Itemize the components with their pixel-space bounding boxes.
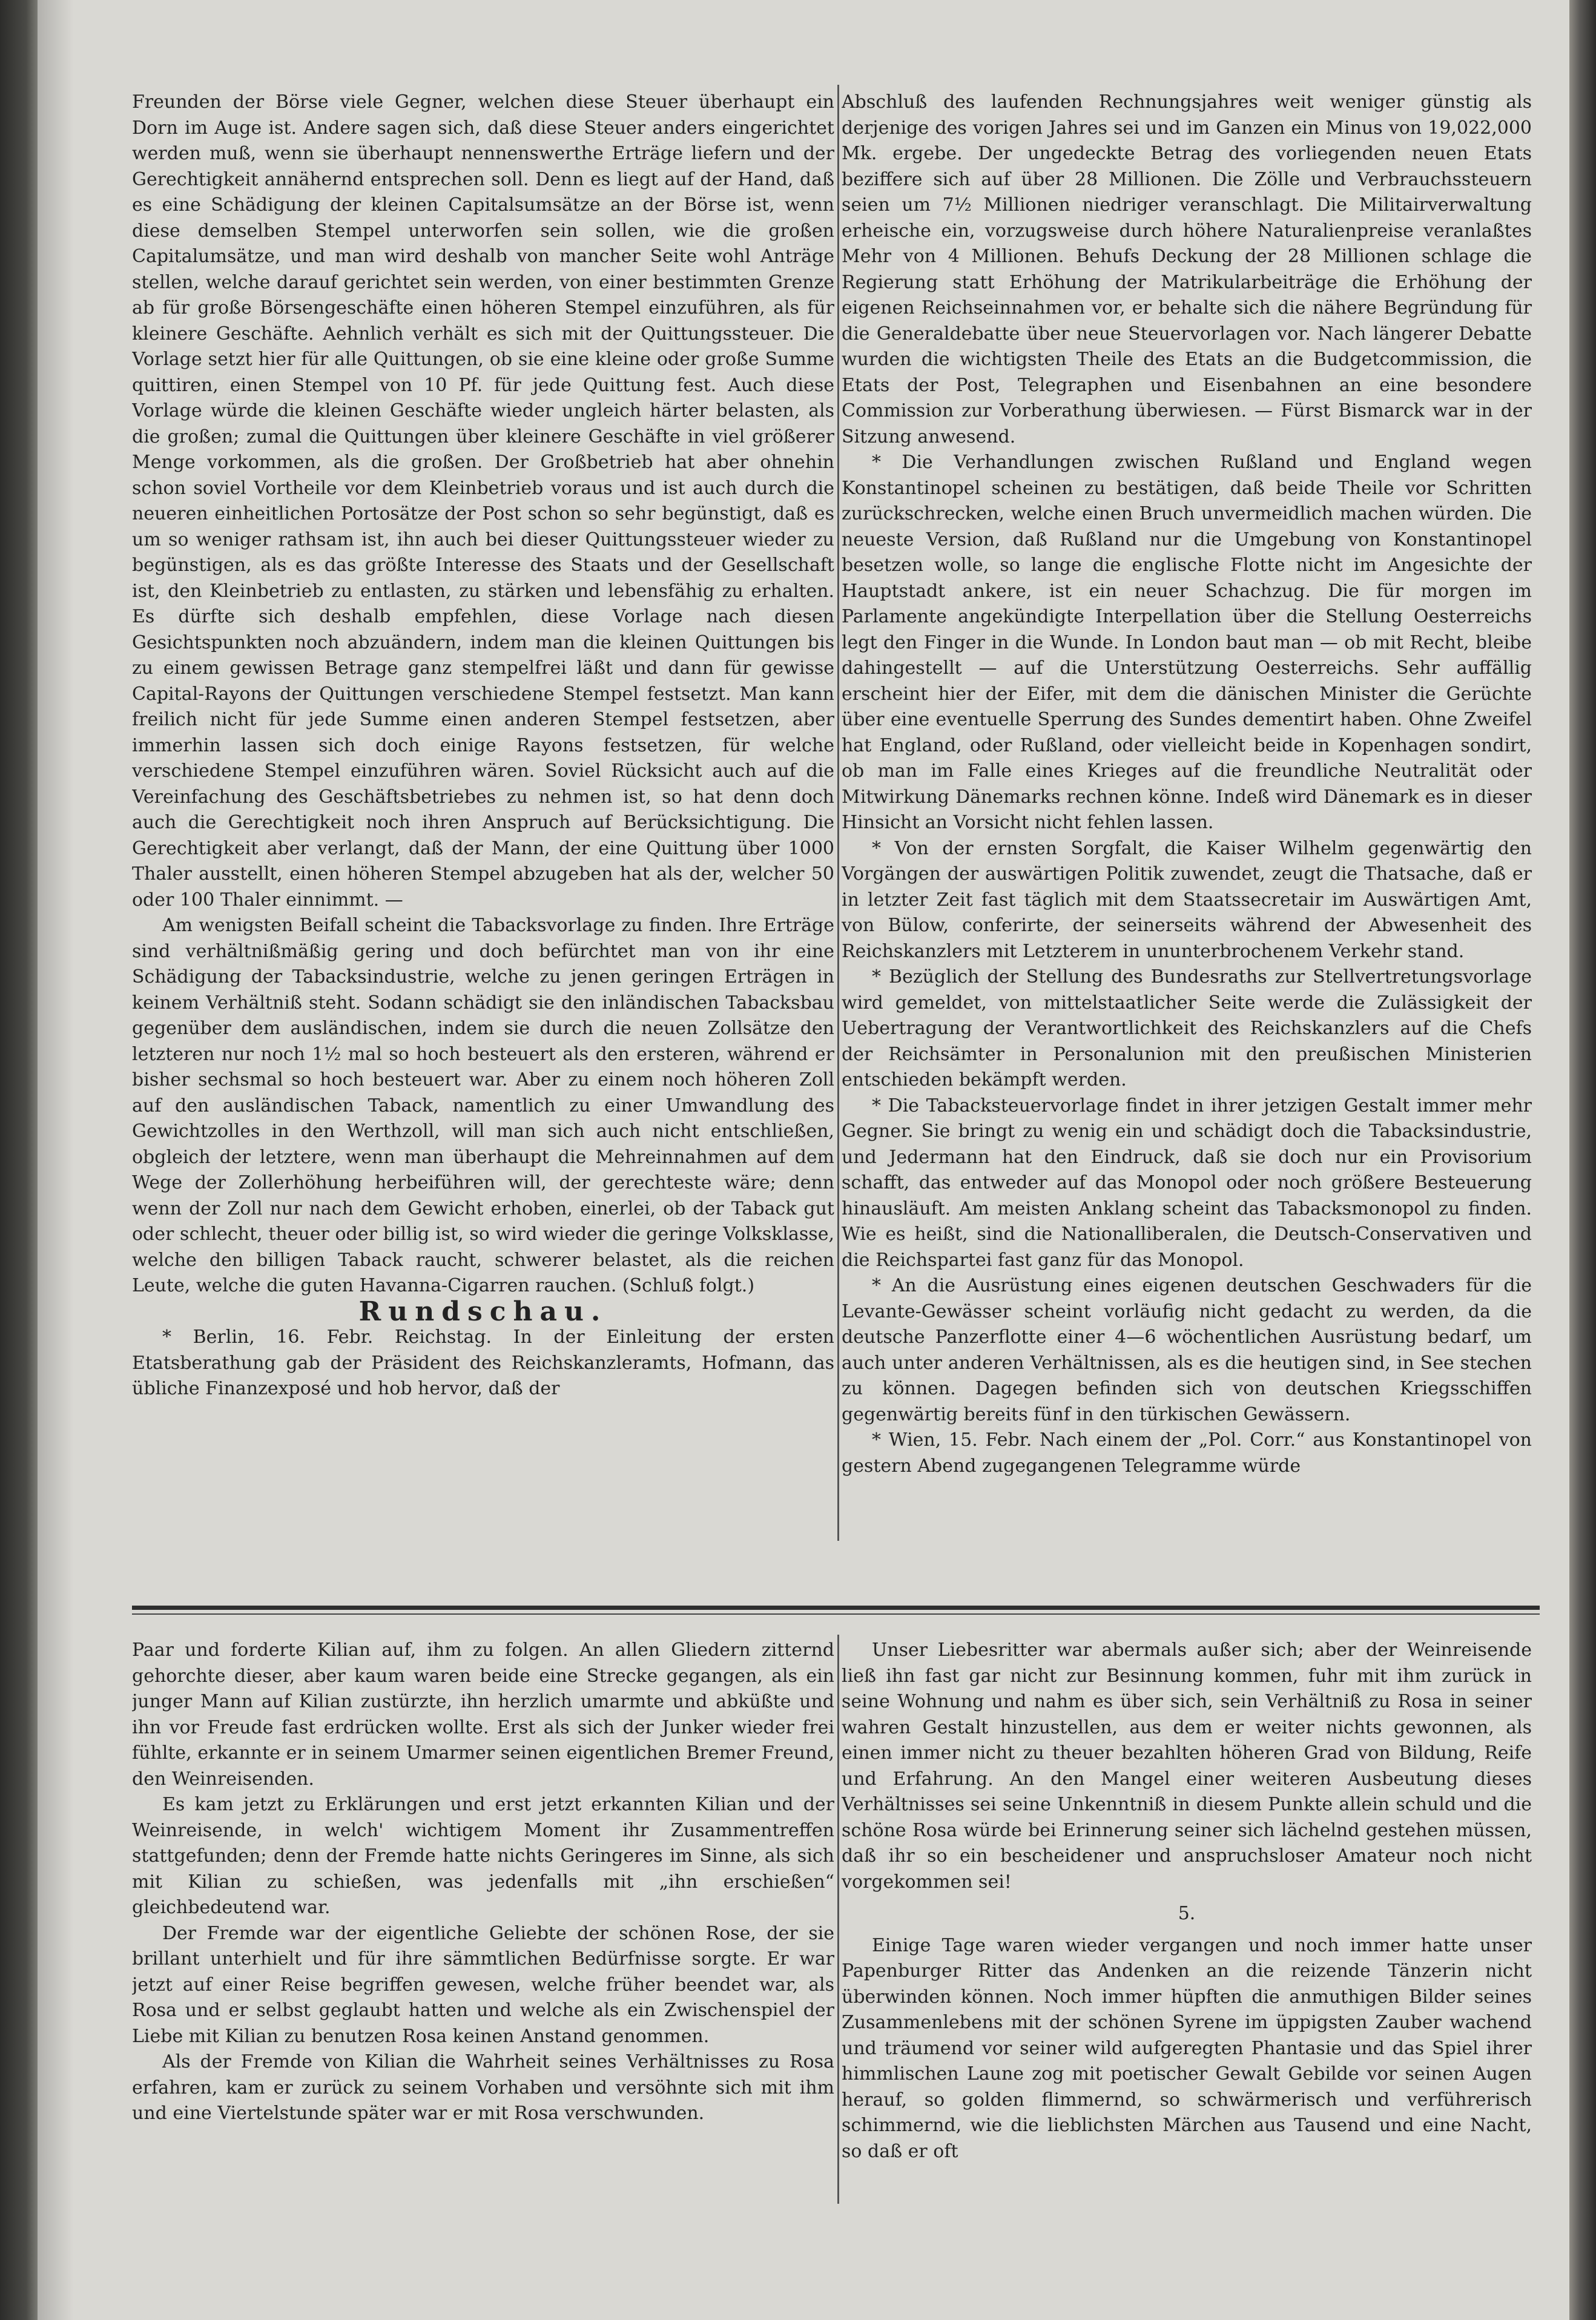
article-paragraph: Freunden der Börse viele Gegner, welchen diese Steuer überhaupt ein Dorn im Auge ist. Andere sagen sich, daß diese Steuer anders eingerichtet werden muß, wenn sie überhaupt nennenswerthe Erträge liefern und der Gerechtigkeit annähernd entsprechen soll. Denn es liegt auf der Hand, daß es eine Schädigung der kleinen Capitalsumsätze an der Börse ist, wenn diese demselben Stempel unterworfen sein sollen, wie die großen Capitalumsätze, und man wird deshalb von mancher Seite wohl Anträge stellen, welche darauf gerichtet sein werden, von einer bestimmten Grenze ab für große Börsengeschäfte einen höheren Stempel einzuführen, als für kleinere Geschäfte. Aehnlich verhält es sich mit der Quittungssteuer. Die Vorlage setzt hier für alle Quittungen, ob sie eine kleine oder große Summe quittiren, einen Stempel von 10 Pf. für jede Quittung fest. Auch diese Vorlage würde die kleinen Geschäfte wieder ungleich härter belasten, als die großen; zumal die Quittungen über kleinere Geschäfte in viel größerer Menge vorkommen, als die großen. Der Großbetrieb hat aber ohnehin schon soviel Vortheile vor dem Kleinbetrieb voraus und ist auch durch die neueren einheitlichen Portosätze der Post schon so sehr begünstigt, daß es um so weniger rathsam ist, ihn auch bei dieser Quittungssteuer wieder zu begünstigen, als es das größte Interesse des Staats und der Gesellschaft ist, den Kleinbetrieb zu entlasten, zu stärken und lebensfähig zu erhalten. Es dürfte sich deshalb empfehlen, diese Vorlage nach diesen Gesichtspunkten noch abzuändern, indem man die kleinen Quittungen bis zu einem gewissen Betrage ganz stempelfrei läßt und dann für gewisse Capital-Rayons der Quittungen verschiedene Stempel festsetzt. Man kann freilich nicht für jede Summe einen anderen Stempel festsetzen, aber immerhin lassen sich doch einige Rayons festsetzen, für welche verschiedene Stempel einzuführen wären. Soviel Rücksicht auch auf die Vereinfachung des Geschäftsbetriebes zu nehmen ist, so hat denn doch auch die Gerechtigkeit noch ihren Anspruch auf Berücksichtigung. Die Gerechtigkeit aber verlangt, daß der Mann, der eine Quittung über 1000 Thaler ausstellt, einen höheren Stempel abzugeben hat als der, welcher 50 oder 100 Thaler einnimmt. — [132, 91, 834, 911]
column-top-left [132, 90, 834, 1491]
story-paragraph: Der Fremde war der eigentliche Geliebte der schönen Rose, der sie brillant unterhielt und für ihre sämmtlichen Bedürfnisse sorgte. Er war jetzt auf einer Reise begriffen gewesen, welche früher beendet war, als Rosa und er selbst geglaubt hatten und welche als ein Zwischenspiel der Liebe mit Kilian zu benutzen Rosa keinen Anstand genommen. [132, 1922, 834, 2047]
story-paragraph: Als der Fremde von Kilian die Wahrheit seines Verhältnisses zu Rosa erfahren, kam er zurück zu seinem Vorhaben und versöhnte sich mit ihm und eine Viertelstunde später war er mit Rosa verschwunden. [132, 2051, 834, 2124]
news-item: * Die Verhandlungen zwischen Rußland und England wegen Konstantinopel scheinen zu bestätigen, daß beide Theile vor Schritten zurückschrecken, welche einen Bruch unvermeidlich machen würden. Die neueste Version, daß Rußland nur die Umgebung von Konstantinopel besetzen wolle, so lange die englische Flotte nicht im Angesichte der Hauptstadt ankere, ist ein neuer Schachzug. Die für morgen im Parlamente angekündigte Interpellation über die Stellung Oesterreichs legt den Finger in die Wunde. In London baut man — ob mit Recht, bleibe dahingestellt — auf die Unterstützung Oesterreichs. Sehr auffällig erscheint hier der Eifer, mit dem die dänischen Minister die Gerüchte über eine eventuelle Sperrung des Sundes dementirt haben. Ohne Zweifel hat England, oder Rußland, oder vielleicht beide in Kopenhagen sondirt, ob man im Falle eines Krieges auf die freundliche Neutralität oder Mitwirkung Dänemarks rechnen könne. Indeß wird Dänemark es in dieser Hinsicht an Vorsicht nicht fehlen lassen. [842, 452, 1532, 833]
column-divider [837, 85, 839, 1541]
article-paragraph: Am wenigsten Beifall scheint die Tabacksvorlage zu finden. Ihre Erträge sind verhältnißmäßig gering und doch befürchtet man von ihr eine Schädigung der Tabacksindustrie, welche zu jenen geringen Erträgen in keinem Verhältniß steht. Sodann schädigt sie den inländischen Tabacksbau gegenüber dem ausländischen, indem sie durch die neuen Zollsätze den letzteren nur noch 1½ mal so hoch besteuert als den ersteren, während er bisher sechsmal so hoch besteuert war. Aber zu einem noch höheren Zoll auf den ausländischen Taback, namentlich zu einer Umwandlung des Gewichtzolles in den Werthzoll, will man sich auch nicht entschließen, obgleich der letztere, wenn man überhaupt die Mehreinnahmen auf dem Wege der Zollerhöhung herbeiführen will, der gerechteste wäre; denn wenn der Zoll nur nach dem Gewicht erhoben, einerlei, ob der Taback gut oder schlecht, theuer oder billig ist, so wird wieder die geringe Volksklasse, welche den billigen Taback raucht, schwerer belastet, als die reichen Leute, welche die guten Havanna-Cigarren rauchen. (Schluß folgt.) [132, 915, 834, 1296]
chapter-number: 5. [1178, 1903, 1196, 1924]
book-edge-right [1569, 0, 1596, 2320]
section-heading: Rundschau. [358, 1296, 608, 1327]
column-bottom-right [842, 1638, 1532, 2310]
news-item: * Bezüglich der Stellung des Bundesraths zur Stellvertretungsvorlage wird gemeldet, von mittelstaatlicher Seite werde die Zulässigkeit der Uebertragung der Verantwortlichkeit des Reichskanzlers auf die Chefs der Reichsämter in Personalunion mit den preußischen Ministerien entschieden bekämpft werden. [842, 966, 1532, 1090]
page-shadow [38, 0, 74, 2320]
news-item: * Wien, 15. Febr. Nach einem der „Pol. Corr.“ aus Konstantinopel von gestern Abend zugegangenen Telegramme würde [842, 1429, 1532, 1477]
story-paragraph: Es kam jetzt zu Erklärungen und erst jetzt erkannten Kilian und der Weinreisende, in welch' wichtigem Moment ihr Zusammentreffen stattgefunden; denn der Fremde hatte nichts Geringeres im Sinne, als sich mit Kilian zu schießen, was jedenfalls mit „ihn erschießen“ gleichbedeutend war. [132, 1794, 834, 1918]
news-item: Abschluß des laufenden Rechnungsjahres weit weniger günstig als derjenige des vorigen Jahres sei und im Ganzen ein Minus von 19,022,000 Mk. ergebe. Der ungedeckte Betrag des vorliegenden neuen Etats beziffere sich auf über 28 Millionen. Die Zölle und Verbrauchssteuern seien um 7½ Millionen niedriger veranschlagt. Die Militairverwaltung erheische ein, vorzugsweise durch höhere Naturalienpreise veranlaßtes Mehr von 4 Millionen. Behufs Deckung der 28 Millionen schlage die Regierung statt Erhöhung der Matrikularbeiträge die Erhöhung der eigenen Reichseinnahmen vor, er behalte sich die nähere Begründung für die Generaldebatte über neue Steuervorlagen vor. Nach längerer Debatte wurden die wichtigsten Theile des Etats an die Budgetcommission, die Etats der Post, Telegraphen und Eisenbahnen an eine besondere Commission zur Vorberathung überwiesen. — Fürst Bismarck war in der Sitzung anwesend. [842, 91, 1532, 447]
column-bottom-left [132, 1638, 834, 2201]
story-paragraph: Paar und forderte Kilian auf, ihm zu folgen. An allen Gliedern zitternd gehorchte dieser, aber kaum waren beide eine Strecke gegangen, als ein junger Mann auf Kilian zustürzte, ihn herzlich umarmte und abküßte und ihn vor Freude fast erdrücken wollte. Erst als sich der Junker wieder frei fühlte, erkannte er in seinem Umarmer seinen eigentlichen Bremer Freund, den Weinreisenden. [132, 1639, 834, 1790]
story-paragraph: Unser Liebesritter war abermals außer sich; aber der Weinreisende ließ ihn fast gar nicht zur Besinnung kommen, fuhr mit ihm zurück in seine Wohnung und nahm es über sich, sein Verhältniß zu Rosa in seiner wahren Gestalt hinzustellen, aus dem er weiter nichts gewonnen, als einen immer nicht zu theuer bezahlten höheren Grad von Bildung, Reife und Erfahrung. An den Mangel einer weiteren Ausbeutung dieses Verhältnisses sei seine Unkenntniß in diesem Punkte allein schuld und die schöne Rosa würde bei Erinnerung seiner sich lächelnd gestehen müssen, daß ihr so ein bescheidener und anspruchsloser Amateur noch nicht vorgekommen sei! [842, 1639, 1532, 1893]
column-divider [837, 1635, 839, 2204]
book-gutter-left [0, 0, 38, 2320]
news-item: * Berlin, 16. Febr. Reichstag. In der Einleitung der ersten Etatsberathung gab der Präsident des Reichskanzleramts, Hofmann, das übliche Finanzexposé und hob hervor, daß der [132, 1326, 834, 1399]
news-item: * Die Tabacksteuervorlage findet in ihrer jetzigen Gestalt immer mehr Gegner. Sie bringt zu wenig ein und schädigt doch die Tabacksindustrie, und Jedermann hat den Eindruck, daß sie doch nur ein Provisorium schafft, das entweder auf das Monopol oder noch größere Besteuerung hinausläuft. Am meisten Anklang scheint das Tabacksmonopol zu finden. Wie es heißt, sind die Nationalliberalen, die Deutsch-Conservativen und die Reichspartei fast ganz für das Monopol. [842, 1095, 1532, 1271]
news-item: * Von der ernsten Sorgfalt, die Kaiser Wilhelm gegenwärtig den Vorgängen der auswärtigen Politik zuwendet, zeugt die Thatsache, daß er in letzter Zeit fast täglich mit dem Staatssecretair im Auswärtigen Amt, von Bülow, conferirte, der seinerseits während der Abwesenheit des Reichskanzlers mit Letzterem in ununterbrochenem Verkehr stand. [842, 837, 1532, 962]
column-top-right [842, 90, 1532, 1549]
news-item: * An die Ausrüstung eines eigenen deutschen Geschwaders für die Levante-Gewässer scheint vorläufig nicht gedacht zu werden, da die deutsche Panzerflotte einer 4—6 wöchentlichen Ausrüstung bedarf, um auch unter anderen Verhältnissen, als es die heutigen sind, in See stechen zu können. Dagegen befinden sich von deutschen Kriegsschiffen gegenwärtig bereits fünf in den türkischen Gewässern. [842, 1275, 1532, 1425]
feuilleton-divider [132, 1606, 1540, 1610]
story-paragraph: Einige Tage waren wieder vergangen und noch immer hatte unser Papenburger Ritter das Andenken an die reizende Tänzerin nicht überwinden können. Noch immer hüpften die anmuthigen Bilder seines Zusammenlebens mit der schönen Syrene im üppigsten Zauber wachend und träumend vor seiner wild aufgeregten Phantasie und das Spiel ihrer himmlischen Laune zog mit poetischer Gewalt Gebilde vor seinen Augen herauf, so golden flimmernd, so schwärmerisch und verführerisch schimmernd, wie die lieblichsten Märchen aus Tausend und eine Nacht, so daß er oft [842, 1934, 1532, 2162]
feuilleton-divider-thin [132, 1613, 1540, 1615]
